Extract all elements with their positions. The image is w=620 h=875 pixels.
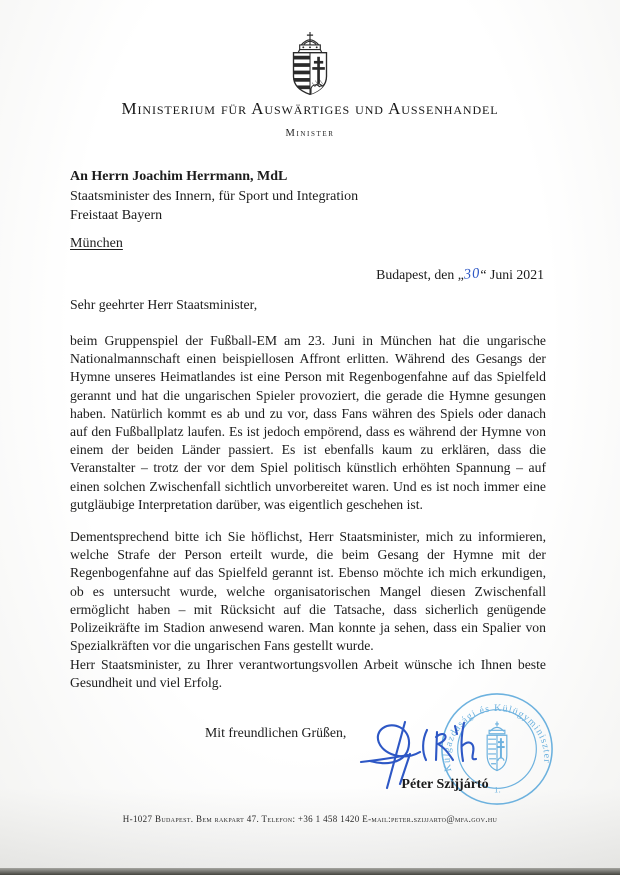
recipient-state: Freistaat Bayern (70, 208, 163, 223)
dateline (376, 267, 544, 284)
body-paragraph-3: Herr Staatsminister, zu Ihrer verantwortungsvollen Arbeit wünsche ich Ihnen beste Gesundheit und viel Erfolg. (70, 657, 546, 691)
date-prefix: Budapest, den „ (376, 267, 464, 282)
body-paragraph-2: Dementsprechend bitte ich Sie höflichst, Herr Staatsminister, mich zu informieren, welche Strafe der Person erteilt wurde, die beim Gesang der Hymne mit der Regenbogenfahne auf das Spielfeld gerannt ist. Ebenso möchte ich mich erkundigen, ob es untersucht wurde, welche organisatorischen Mangel diesen Zwischenfall ermöglicht haben – mit Rücksicht auf die Tatsache, dass sicherlich genügende Polizeikräfte im Stadion anwesend waren. Man konnte ja sehen, dass ein Spalier von Spezialkräften vor die ungarischen Fans gestellt wurde. (70, 529, 546, 654)
recipient-title: Staatsminister des Innern, für Sport und Integration (70, 188, 359, 204)
recipient-city: München (70, 236, 123, 251)
salutation: Sehr geehrter Herr Staatsminister, (70, 297, 258, 312)
stamp-arc-text: Külgazdasági és Külügyminiszter (441, 702, 553, 773)
ministry-title: Ministerium für Auswärtiges und Aussenhandel (121, 99, 499, 118)
footer-contact-line: H-1027 Budapest. Bem rakpart 47. Telefon: +36 1 458 1420 E-mail:peter.szijjarto@mfa.gov.hu (122, 814, 498, 824)
hungarian-coat-of-arms-icon (287, 31, 333, 97)
recipient-block (70, 167, 358, 226)
recipient-name: An Herrn Joachim Herrmann, MdL (70, 169, 288, 184)
valediction: Mit freundlichen Grüßen, (205, 725, 347, 740)
signer-name: Péter Szijjártó (401, 777, 489, 792)
minister-subtitle: Minister (285, 128, 335, 139)
date-suffix: “ Juni 2021 (480, 267, 544, 282)
body-paragraph-1: beim Gruppenspiel der Fußball-EM am 23. Juni in München hat die ungarische Nationalmannschaft einen beispiellosen Affront erlitten. Während des Gesangs der Hymne unseres Heimatlandes ist eine Person mit Regenbogenfahne auf das Spielfeld gerannt und hat die ungarischen Spieler provoziert, die gerade die Hymne gesungen haben. Natürlich kommt es ab und zu vor, dass Fans währen des Spiels oder danach auf den Fußballplatz laufen. Es ist jedoch empörend, dass es während der Hymne von einem der beiden Länder passiert. Es ist ebenfalls kaum zu erklären, dass die Veranstalter – trotz der vor dem Spiel politisch künstlich erhöhten Spannung – auf einen solchen Zwischenfall sichtlich unvorbereitet waren. Und es ist noch immer eine gutgläubige Interpretation darüber, was eigentlich geschehen ist. (70, 333, 546, 512)
stamp-number: 1. (494, 784, 501, 795)
handwritten-signature (356, 710, 488, 792)
handwritten-day: 30 (463, 265, 481, 283)
screenshot-bottom-edge (0, 868, 620, 875)
stamp-coat-of-arms-icon (487, 721, 507, 770)
